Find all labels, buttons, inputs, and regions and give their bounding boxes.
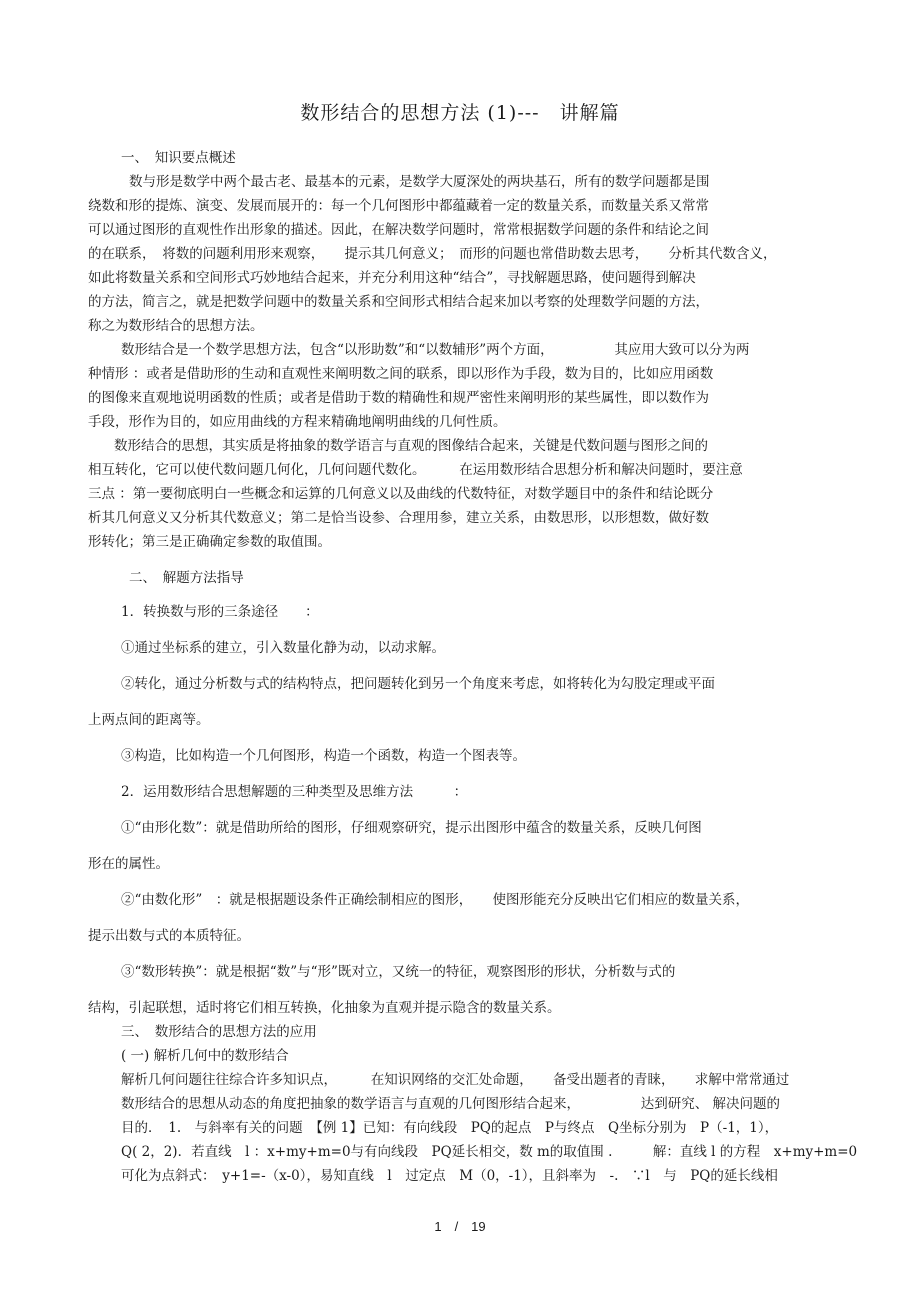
section-heading-1: 一、 知识要点概述 bbox=[121, 150, 236, 166]
text-line: ③“数形转换”：就是根据“数”与“形”既对立，又统一的特征，观察图形的形状，分析数与式的 bbox=[121, 964, 676, 980]
page-number: 1 / 19 bbox=[434, 1219, 486, 1234]
text-line: 2．运用数形结合思想解题的三种类型及思维方法 ： bbox=[121, 784, 468, 800]
text-line: 结构，引起联想，适时将它们相互转换，化抽象为直观并提示隐含的数量关系。 bbox=[88, 1000, 561, 1016]
text-line: 目的． 1. 与斜率有关的问题 【例 1】已知：有向线段 PQ的起点 P与终点 Q坐标分别为 P（-1，1）， bbox=[121, 1120, 779, 1136]
text-line: ①通过坐标系的建立，引入数量化静为动，以动求解。 bbox=[121, 640, 445, 656]
text-line: 称之为数形结合的思想方法。 bbox=[88, 318, 264, 334]
text-line: 析其几何意义又分析其代数意义；第二是恰当设参、合理用参，建立关系，由数思形，以形想数，做好数 bbox=[88, 510, 709, 526]
text-line: 手段，形作为目的，如应用曲线的方程来精确地阐明曲线的几何性质。 bbox=[88, 414, 507, 430]
text-line: 数形结合的思想从动态的角度把抽象的数学语言与直观的几何图形结合起来， 达到研究、 解决问题的 bbox=[121, 1096, 781, 1112]
text-line: ③构造，比如构造一个几何图形，构造一个函数，构造一个图表等。 bbox=[121, 748, 526, 764]
text-line: 三点 ：第一要彻底明白一些概念和运算的几何意义以及曲线的代数特征，对数学题目中的条件和结论既分 bbox=[88, 486, 714, 502]
subsection-heading: ( 一) 解析几何中的数形结合 bbox=[121, 1048, 289, 1064]
section-heading-2: 二、 解题方法指导 bbox=[129, 570, 244, 586]
text-line: ①“由形化数”：就是借助所给的图形，仔细观察研究，提示出图形中蕴含的数量关系，反映几何图 bbox=[121, 820, 702, 836]
text-line: 解析几何问题往往综合许多知识点， 在知识网络的交汇处命题， 备受出题者的青睐， 求解中常常通过 bbox=[121, 1072, 790, 1088]
text-line: 数与形是数学中两个最古老、最基本的元素，是数学大厦深处的两块基石，所有的数学问题都是围 bbox=[129, 174, 710, 190]
text-line: 绕数和形的提炼、演变、发展而展开的：每一个几何图形中都蕴藏着一定的数量关系，而数量关系又常常 bbox=[88, 198, 709, 214]
text-line: 可化为点斜式： y+1=-（x-0），易知直线 l 过定点 M（0，-1），且斜率为 -. ∵l 与 PQ的延长线相 bbox=[121, 1168, 778, 1184]
text-line: 数形结合是一个数学思想方法，包含“以形助数”和“以数辅形”两个方面， 其应用大致可以分为两 bbox=[121, 342, 750, 358]
text-line: 种情形 ：或者是借助形的生动和直观性来阐明数之间的联系，即以形作为手段，数为目的，比如应用函数 bbox=[88, 366, 714, 382]
text-line: 如此将数量关系和空间形式巧妙地结合起来，并充分利用这种“结合”，寻找解题思路，使问题得到解决 bbox=[88, 270, 696, 286]
text-line: 上两点间的距离等。 bbox=[88, 712, 210, 728]
text-line: 形转化；第三是正确确定参数的取值围。 bbox=[88, 534, 331, 550]
text-line: 形在的属性。 bbox=[88, 856, 169, 872]
text-line: 提示出数与式的本质特征。 bbox=[88, 928, 250, 944]
text-line: 1．转换数与形的三条途径 ： bbox=[121, 604, 319, 620]
text-line: 可以通过图形的直观性作出形象的描述。因此，在解决数学问题时，常常根据数学问题的条件和结论之间 bbox=[88, 222, 709, 238]
text-line: ②“由数化形” ：就是根据题设条件正确绘制相应的图形， 使图形能充分反映出它们相应的数量关系， bbox=[121, 892, 750, 908]
text-line: 的方法，简言之，就是把数学问题中的数量关系和空间形式相结合起来加以考察的处理数学问题的方法， bbox=[88, 294, 709, 310]
section-heading-3: 三、 数形结合的思想方法的应用 bbox=[121, 1024, 317, 1040]
text-line: ②转化，通过分析数与式的结构特点，把问题转化到另一个角度来考虑，如将转化为勾股定理或平面 bbox=[121, 676, 715, 692]
text-line: 的图像来直观地说明函数的性质；或者是借助于数的精确性和规严密性来阐明形的某些属性，即以数作为 bbox=[88, 390, 709, 406]
text-line: 的在联系， 将数的问题利用形来观察， 提示其几何意义； 而形的问题也常借助数去思考， 分析其代数含义， bbox=[88, 246, 777, 262]
text-line: 数形结合的思想，其实质是将抽象的数学语言与直观的图像结合起来，关键是代数问题与图形之间的 bbox=[114, 438, 708, 454]
document-title: 数形结合的思想方法 (1)--- 讲解篇 bbox=[300, 102, 620, 124]
text-line: 相互转化，它可以使代数问题几何化，几何问题代数化。 在运用数形结合思想分析和解决问题时，要注意 bbox=[88, 462, 743, 478]
text-line: Q( 2，2)．若直线 l ：x+my+m=0与有向线段 PQ延长相交，数 m的取值围 . 解：直线 l 的方程 x+my+m=0 bbox=[121, 1144, 858, 1160]
